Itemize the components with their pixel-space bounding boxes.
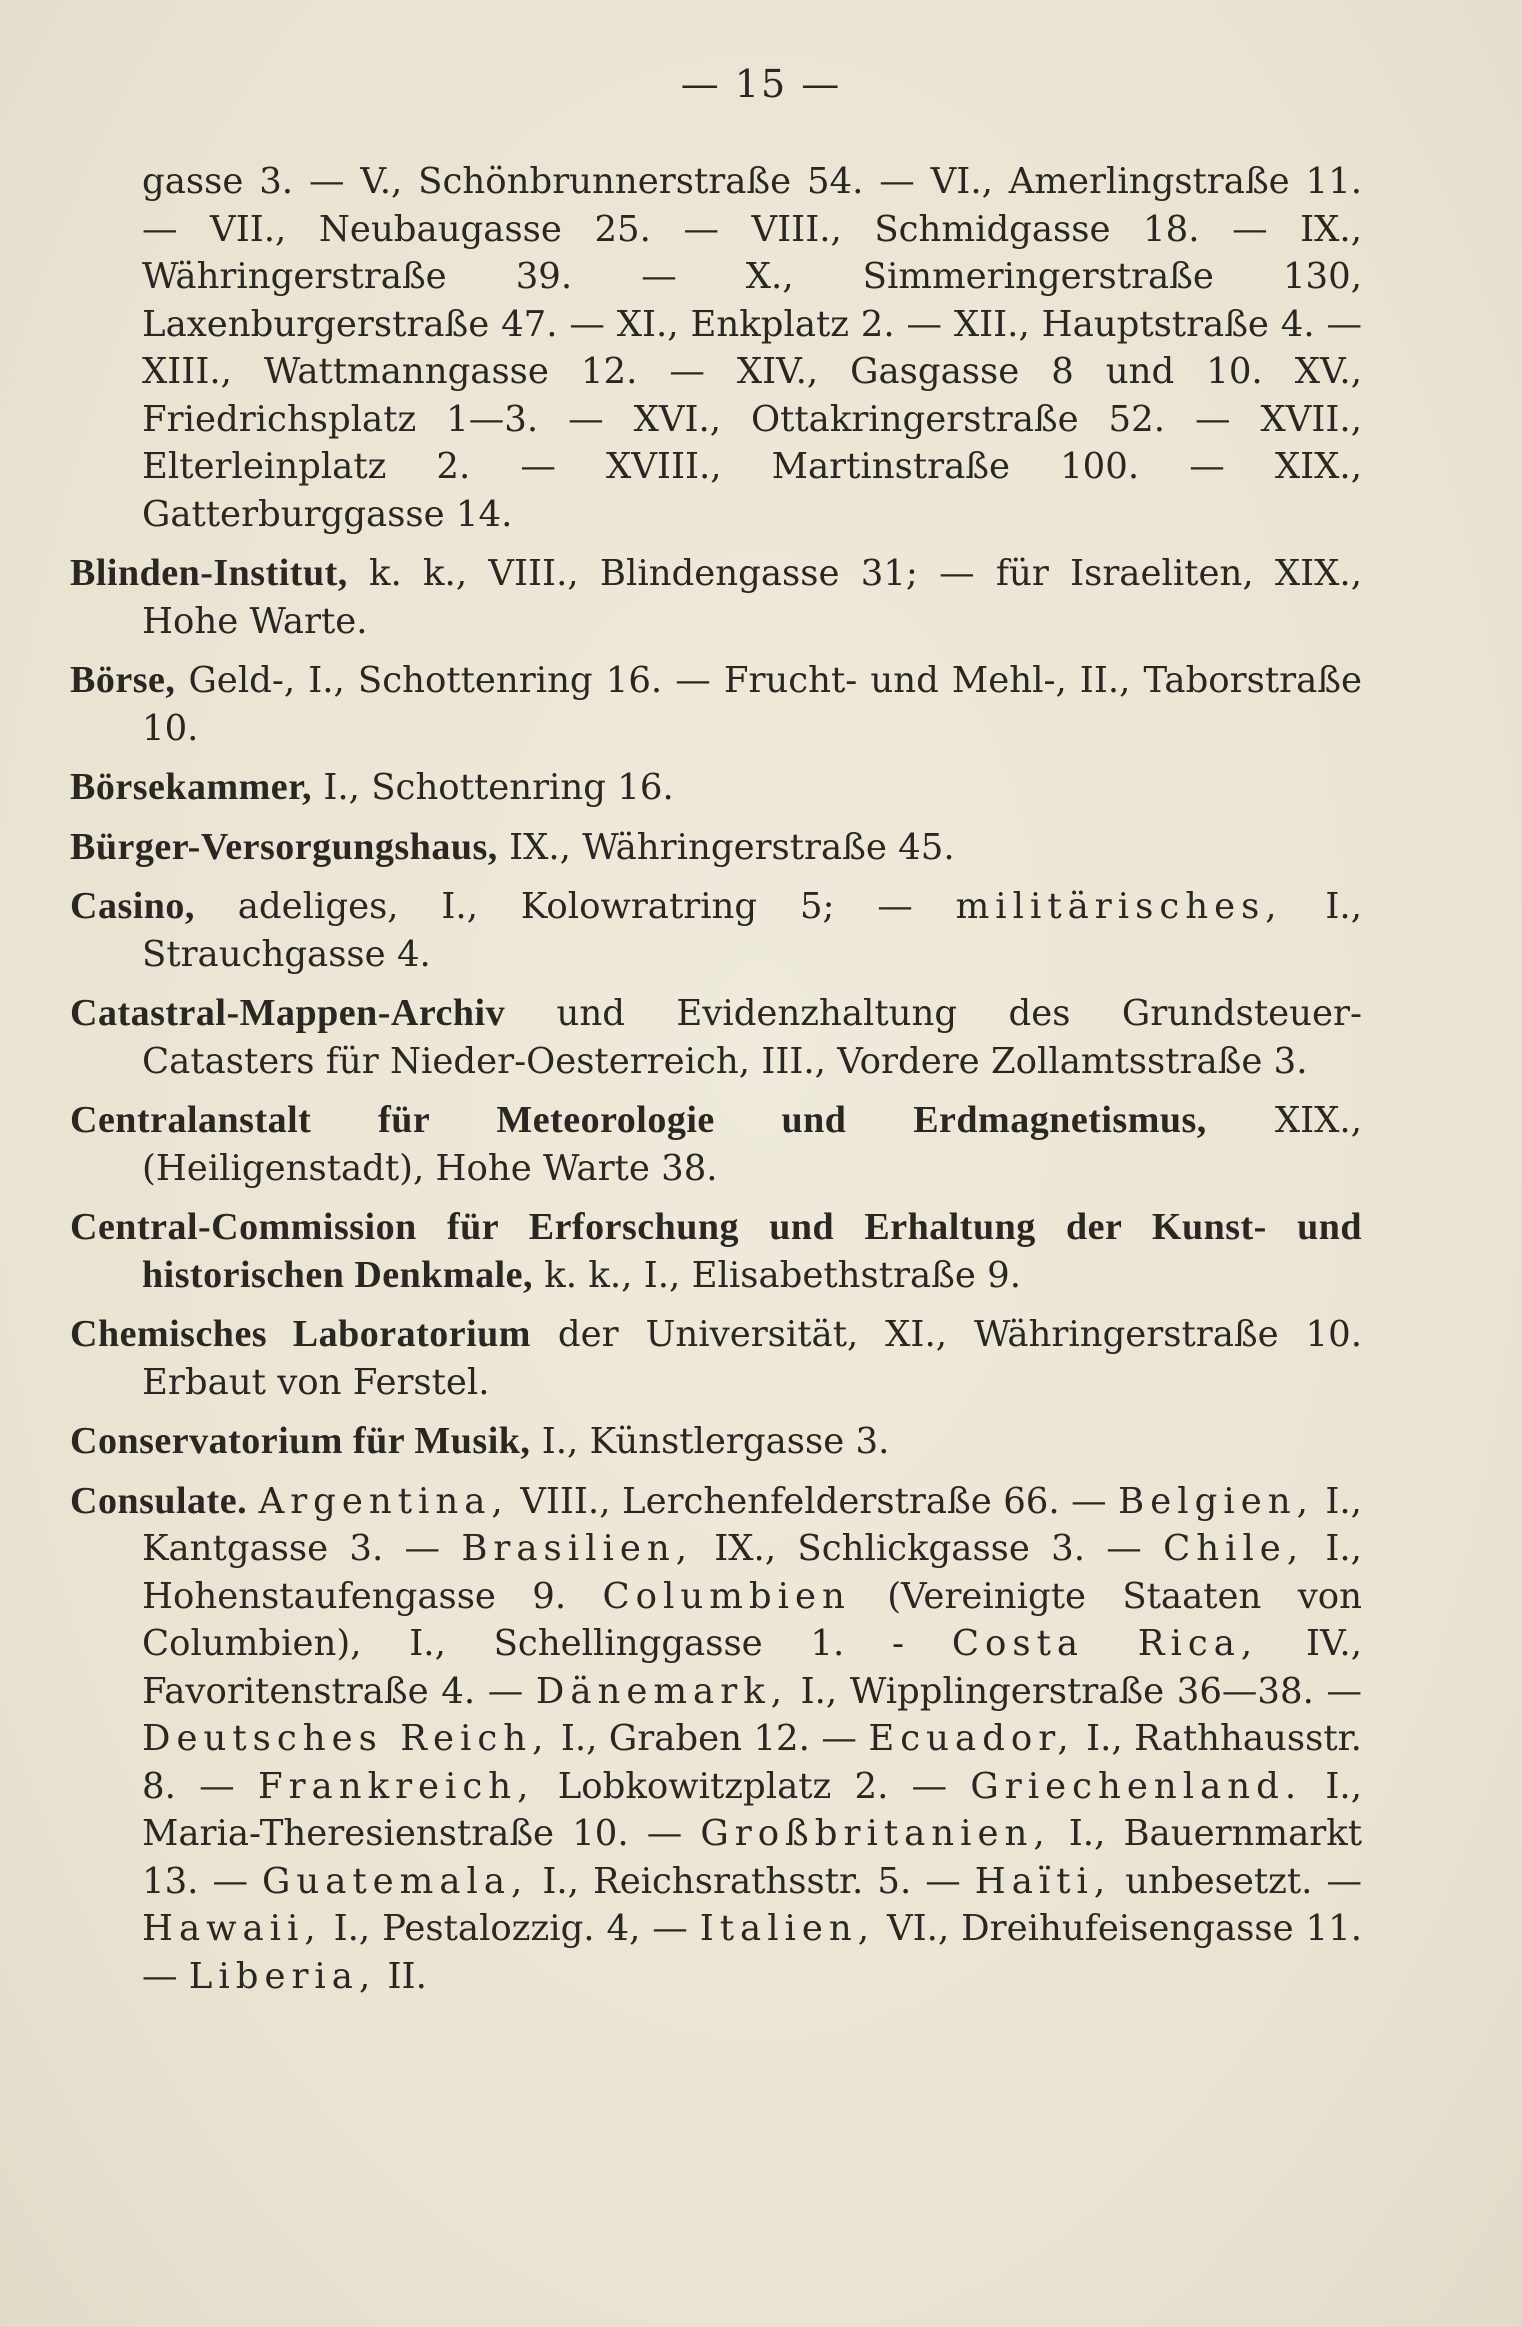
entry-head: Blinden-Institut, <box>70 552 348 594</box>
entry-head: Conservatorium für Musik, <box>70 1420 531 1462</box>
entry-head: Consulate. <box>70 1479 248 1522</box>
entry-conservatorium <box>70 1418 1362 1466</box>
consulate-country: Guatemala, <box>262 1860 529 1902</box>
entry-catastral-mappen-archiv <box>70 990 1362 1085</box>
entry-text: k. k., I., Elisabethstraße 9. <box>544 1254 1021 1296</box>
consulate-list <box>142 1481 1362 1997</box>
entry-text: I., Strauchgasse 4. <box>142 886 1362 975</box>
consulate-address: I., Reichsrathsstr. 5. — <box>542 1860 961 1902</box>
entry-head: Catastral-Mappen-Archiv <box>70 992 506 1034</box>
entry-text: I., Künstlergasse 3. <box>541 1421 890 1462</box>
consulate-address: (Vereinigte Staaten von Columbien), I., Schellinggasse 1. - <box>142 1575 1362 1664</box>
entry-text: I., Schottenring 16. <box>323 767 674 808</box>
entry-text: k. k., VIII., Blindengasse 31; — für Israeliten, XIX., Hohe Warte. <box>142 553 1362 642</box>
entry-casino <box>70 883 1362 978</box>
entry-head: Casino, <box>70 885 195 927</box>
consulate-address: IX., Schlickgasse 3. — <box>714 1528 1142 1569</box>
entry-central-commission <box>70 1204 1362 1299</box>
consulate-country: Haïti, <box>974 1860 1112 1902</box>
entry-text: adeliges, I., Kolowratring 5; — <box>237 886 913 927</box>
entry-text: IX., Währingerstraße 45. <box>509 826 955 868</box>
entry-boerse <box>70 657 1362 752</box>
consulate-address: VI., Dreihufeisengasse 11. — <box>142 1908 1363 1997</box>
consulate-country: Dänemark, <box>535 1670 788 1712</box>
consulate-country: Deutsches Reich, <box>142 1718 550 1759</box>
consulate-address: IV., Favoritenstraße 4. — <box>142 1623 1362 1712</box>
consulate-address: unbesetzt. — <box>1125 1860 1362 1902</box>
consulate-address: I., Pestalozzig. 4, — <box>333 1908 688 1949</box>
consulate-address: I., Graben 12. — <box>560 1718 857 1759</box>
consulate-address: I., Rathhausstr. 8. — <box>142 1718 1362 1807</box>
entry-consulate <box>70 1478 1362 2001</box>
consulate-country: Argentina, <box>258 1480 509 1522</box>
consulate-country: Hawaii, <box>142 1908 322 1949</box>
entry-head: Central-Commission für Erforschung und Erhaltung der Kunst- und historischen Denkmale, <box>70 1206 1362 1296</box>
consulate-country: Großbritanien, <box>700 1813 1051 1854</box>
consulate-country: Brasilien, <box>461 1528 693 1569</box>
entry-text: und Evidenzhaltung des Grundsteuer-Catasters für Nieder-Oesterreich, III., Vordere Zollamtsstraße 3. <box>142 993 1362 1082</box>
entry-spaced-text: militärisches, <box>955 886 1283 927</box>
consulate-country: Frankreich, <box>257 1765 535 1807</box>
consulate-country: Costa Rica, <box>951 1623 1259 1664</box>
consulate-address: I., Bauernmarkt 13. — <box>142 1813 1363 1902</box>
entry-buerger-versorgungshaus <box>70 824 1362 872</box>
entry-text: XIX., (Heiligenstadt), Hohe Warte 38. <box>142 1100 1362 1189</box>
consulate-country: Italien, <box>699 1908 876 1949</box>
page-content <box>70 158 1362 2012</box>
consulate-country: Griechenland. <box>970 1765 1303 1807</box>
consulate-address: Lobkowitzplatz 2. — <box>557 1765 948 1807</box>
page-number: — 15 — <box>680 62 842 106</box>
intro-text: gasse 3. — V., Schönbrunnerstraße 54. — VI., Amerlingstraße 11. — VII., Neubaugasse 25. — VIII., Schmidgasse 18. — IX., Währingerstraße 39. — X., Simmeringerstraße 130, Laxenburgerstraße 47. — XI., Enkplatz 2. — XII., Hauptstraße 4. — XIII., Wattmanngasse 12. — XIV., Gasgasse 8 und 10. XV., Friedrichsplatz 1—3. — XVI., Ottakringerstraße 52. — XVII., Elterleinplatz 2. — XVIII., Martinstraße 100. — XIX., Gatterburggasse 14. <box>142 161 1362 535</box>
consulate-country: Chile, <box>1163 1528 1305 1569</box>
entry-head: Bürger-Versorgungshaus, <box>70 825 498 868</box>
consulate-country: Belgien, <box>1118 1480 1314 1522</box>
consulate-address: I., Maria-Theresienstraße 10. — <box>142 1765 1362 1854</box>
entry-text: der Universität, XI., Währingerstraße 10. Erbaut von Ferstel. <box>142 1314 1362 1403</box>
consulate-address: I., Wipplingerstraße 36—38. — <box>800 1670 1363 1712</box>
entry-chemisches-laboratorium <box>70 1311 1362 1406</box>
entry-text: Geld-, I., Schottenring 16. — Frucht- und Mehl-, II., Taborstraße 10. <box>142 660 1362 749</box>
entry-head: Börsekammer, <box>70 766 313 808</box>
consulate-address: VIII., Lerchenfelderstraße 66. — <box>520 1480 1107 1522</box>
consulate-country: Ecuador, <box>868 1718 1075 1759</box>
consulate-address: I., Hohenstaufengasse 9. <box>142 1528 1362 1617</box>
entry-head: Börse, <box>70 659 176 701</box>
consulate-country: Columbien <box>602 1575 851 1617</box>
entry-head: Centralanstalt für Meteorologie und Erdmagnetismus, <box>70 1099 1207 1141</box>
entry-blinden-institut <box>70 550 1362 645</box>
consulate-address: II. <box>387 1955 427 1997</box>
consulate-address: I., Kantgasse 3. — <box>142 1480 1362 1569</box>
entry-centralanstalt <box>70 1097 1362 1192</box>
intro-paragraph <box>70 158 1362 538</box>
entry-boersekammer <box>70 764 1362 812</box>
consulate-country: Liberia, <box>188 1955 377 1997</box>
entry-head: Chemisches Laboratorium <box>70 1313 531 1355</box>
